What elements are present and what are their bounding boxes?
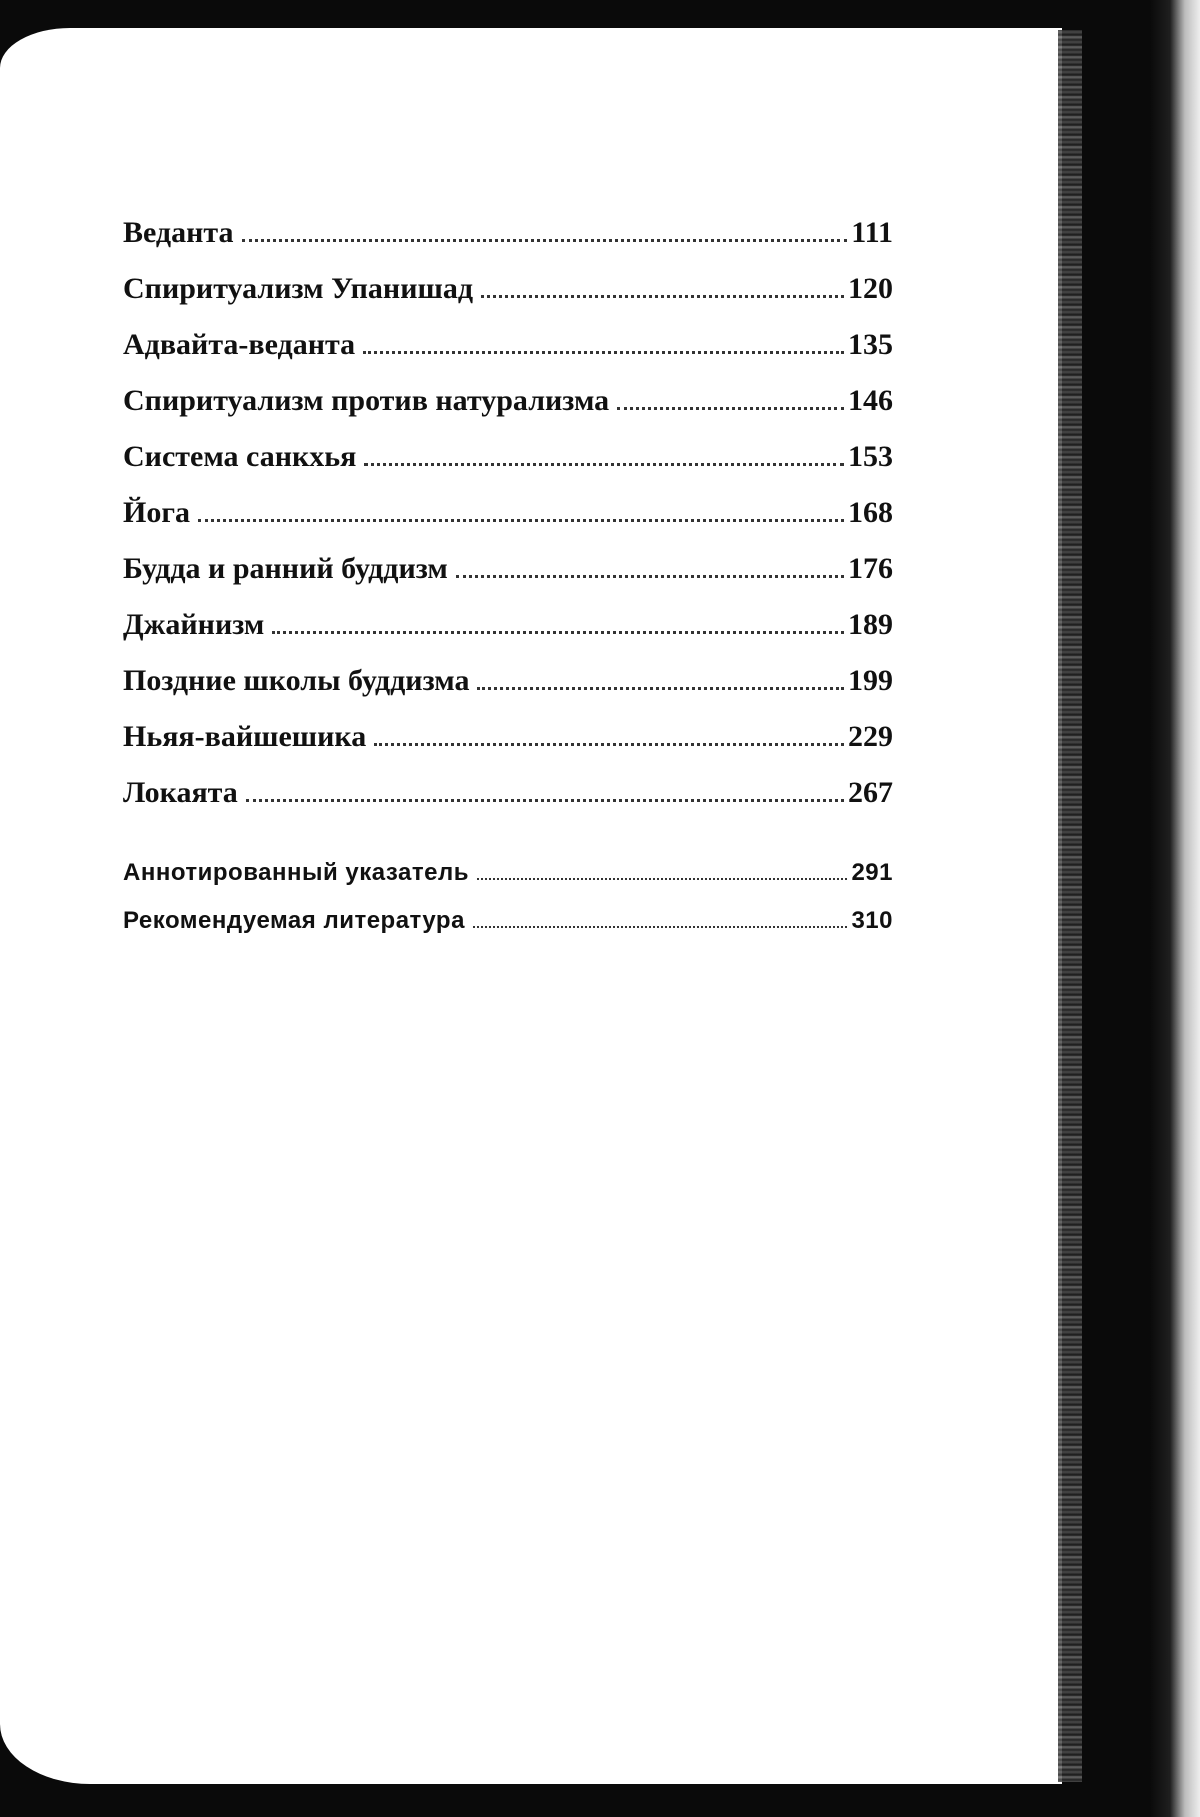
toc-entry-title: Система санкхья (123, 440, 357, 473)
toc-entry-title: Будда и ранний буддизм (123, 552, 448, 585)
toc-entry-title: Спиритуализм против натурализма (123, 384, 610, 417)
toc-entry-page: 267 (848, 776, 893, 809)
toc-entry-title: Рекомендуемая литература (123, 907, 465, 934)
toc-entry-title: Локаята (123, 776, 238, 809)
toc-entry[interactable] (123, 205, 893, 261)
toc-entry-page: 153 (848, 440, 893, 473)
toc-entry[interactable] (123, 897, 893, 945)
toc-entry[interactable] (123, 541, 893, 597)
toc-entry[interactable] (123, 485, 893, 541)
toc-entry-page: 120 (848, 272, 893, 305)
toc-entry[interactable] (123, 653, 893, 709)
toc-entry-page: 199 (848, 664, 893, 697)
dot-leader (374, 743, 844, 746)
toc-entry-page: 310 (851, 907, 893, 934)
toc-entry[interactable] (123, 261, 893, 317)
toc-entry[interactable] (123, 373, 893, 429)
toc-entry-page: 135 (848, 328, 893, 361)
toc-entry-title: Поздние школы буддизма (123, 664, 470, 697)
book-fore-edge (1150, 0, 1200, 1817)
dot-leader (477, 687, 844, 690)
dot-leader (481, 295, 844, 298)
dot-leader (363, 351, 844, 354)
dot-leader (246, 799, 844, 802)
dot-leader (617, 407, 844, 410)
page-edge (1058, 30, 1082, 1782)
toc-entry-title: Аннотированный указатель (123, 859, 469, 886)
toc-entry[interactable] (123, 765, 893, 821)
table-of-contents (123, 205, 893, 821)
dot-leader (198, 519, 844, 522)
dot-leader (242, 239, 848, 242)
toc-entry-page: 189 (848, 608, 893, 641)
dot-leader (272, 631, 844, 634)
dot-leader (477, 878, 847, 880)
toc-entry[interactable] (123, 429, 893, 485)
toc-entry-page: 168 (848, 496, 893, 529)
toc-entry-title: Ньяя-вайшешика (123, 720, 367, 753)
toc-entry-title: Спиритуализм Упанишад (123, 272, 474, 305)
dot-leader (364, 463, 844, 466)
toc-entry[interactable] (123, 709, 893, 765)
toc-entry[interactable] (123, 597, 893, 653)
dot-leader (456, 575, 844, 578)
toc-entry-title: Адвайта-веданта (123, 328, 356, 361)
toc-entry[interactable] (123, 317, 893, 373)
toc-entry-title: Веданта (123, 216, 234, 249)
toc-entry-page: 291 (851, 859, 893, 886)
toc-appendix (123, 849, 893, 945)
toc-entry-page: 229 (848, 720, 893, 753)
toc-entry-page: 146 (848, 384, 893, 417)
toc-entry-page: 176 (848, 552, 893, 585)
toc-entry-title: Йога (123, 496, 190, 529)
dot-leader (473, 926, 848, 928)
toc-entry[interactable] (123, 849, 893, 897)
toc-entry-page: 111 (851, 216, 893, 249)
toc-entry-title: Джайнизм (123, 608, 265, 641)
